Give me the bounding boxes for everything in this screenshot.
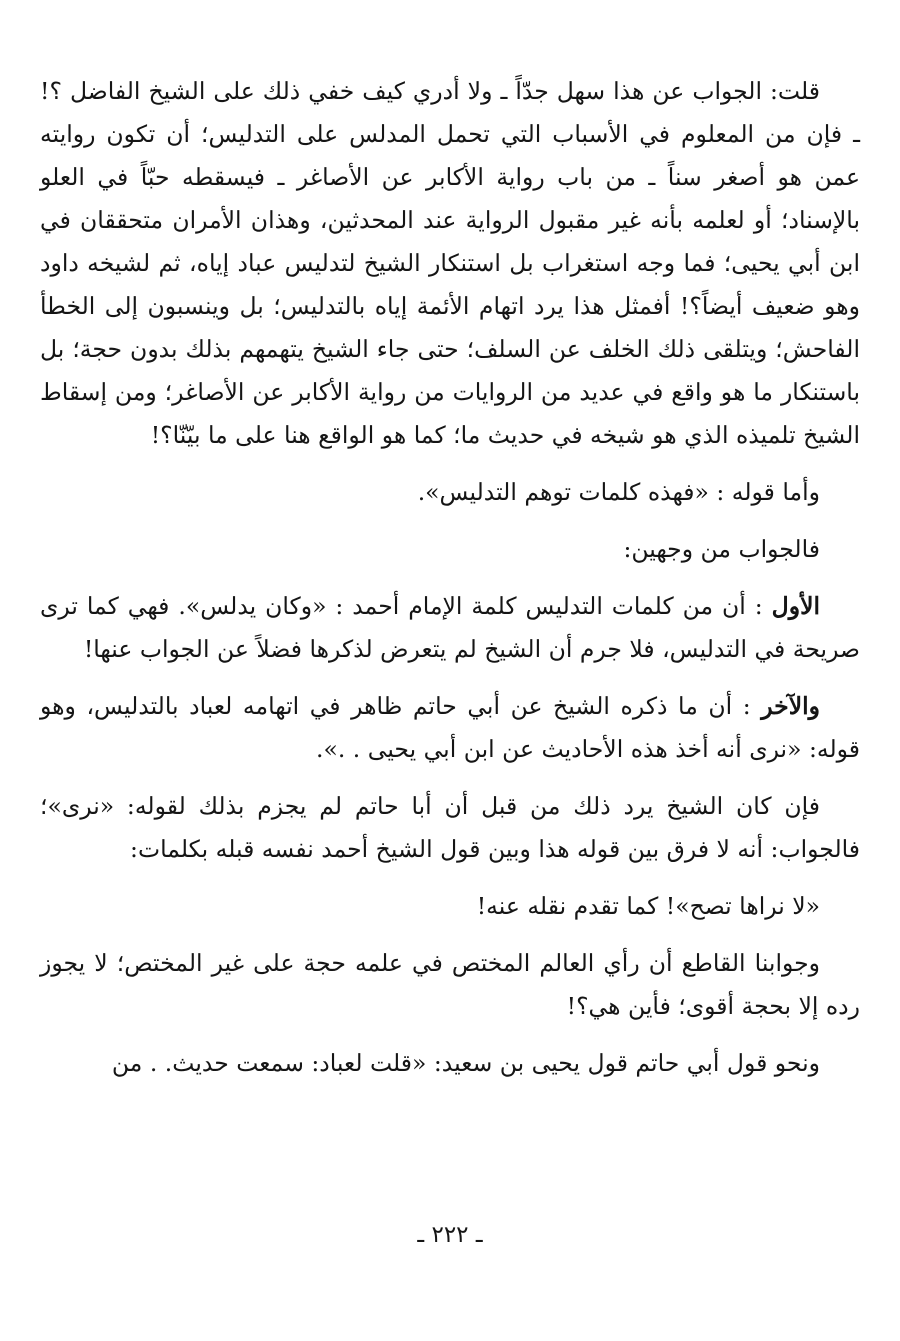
paragraph-decisive-answer: وجوابنا القاطع أن رأي العالم المختص في علمه حجة على غير المختص؛ لا يجوز رده إلا بحجة أقوى؛ فأين هي؟! bbox=[40, 949, 860, 1020]
second-point-text: : أن ما ذكره الشيخ عن أبي حاتم ظاهر في اتهامه لعباد بالتدليس، وهو قوله: «نرى أنه أخذ هذه الأحاديث عن ابن أبي يحيى . .». bbox=[40, 692, 860, 763]
first-point-text: : أن من كلمات التدليس كلمة الإمام أحمد : «وكان يدلس». فهي كما ترى صريحة في التدليس، فلا جرم أن الشيخ لم يتعرض لذكرها فضلاً عن الجواب عنها! bbox=[40, 592, 860, 663]
paragraph-quote: «لا نراها تصح»! كما تقدم نقله عنه! bbox=[476, 892, 820, 920]
paragraph-reply: قلت: الجواب عن هذا سهل جدّاً ـ ولا أدري كيف خفي ذلك على الشيخ الفاضل ؟! ـ فإن من المعلوم في الأسباب التي تحمل المدلس على التدليس؛ أن تكون روايته عمن هو أصغر سناً ـ من باب رواية الأكابر عن الأصاغر ـ فيسقطه حبّاً في العلو بالإسناد؛ أو لعلمه بأنه غير مقبول الرواية عند المحدثين، وهذان الأمران متحققان في ابن أبي يحيى؛ فما وجه استغراب بل استنكار الشيخ لتدليس عباد إياه، ثم لشيخه داود وهو ضعيف أيضاً؟! أفمثل هذا يرد اتهام الأئمة إياه بالتدليس؛ بل وينسبون إلى الخطأ الفاحش؛ ويتلقى ذلك الخلف عن السلف؛ حتى جاء الشيخ يتهمهم بذلك بدون حجة؛ بل باستنكار ما هو واقع في عديد من الروايات من رواية الأكابر عن الأصاغر؛ ومن إسقاط الشيخ تلميذه الذي هو شيخه في حديث ما؛ كما هو الواقع هنا على ما بيّنّا؟! bbox=[40, 77, 860, 449]
page-number: ـ ٢٢٢ ـ bbox=[417, 1222, 483, 1248]
book-page bbox=[40, 70, 860, 1270]
paragraph-abu-hatim: فإن كان الشيخ يرد ذلك من قبل أن أبا حاتم لم يجزم بذلك لقوله: «نرى»؛ فالجواب: أنه لا فرق بين قوله هذا وبين قول الشيخ أحمد نفسه قبله بكلمات: bbox=[40, 792, 860, 863]
first-point-label: الأول bbox=[771, 592, 820, 620]
paragraph-his-statement: وأما قوله : «فهذه كلمات توهم التدليس». bbox=[417, 478, 820, 506]
paragraph-yahya: ونحو قول أبي حاتم قول يحيى بن سعيد: «قلت لعباد: سمعت حديث. . من bbox=[111, 1049, 820, 1077]
paragraph-second-point bbox=[40, 685, 860, 771]
second-point-label: والآخر bbox=[761, 692, 820, 720]
paragraph-answer-intro: فالجواب من وجهين: bbox=[623, 535, 820, 563]
paragraph-first-point bbox=[40, 585, 860, 671]
